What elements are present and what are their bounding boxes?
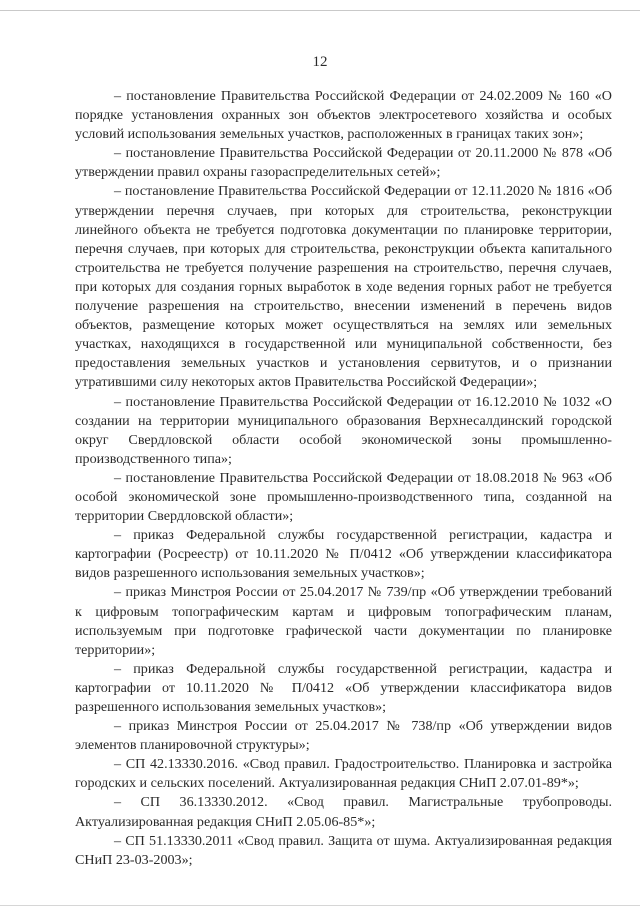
list-item: – СП 42.13330.2016. «Свод правил. Градостроительство. Планировка и застройка городских и сельских поселений. Актуализированная редакция СНиП 2.07.01-89*»; <box>75 756 612 792</box>
list-item: – СП 36.13330.2012. «Свод правил. Магистральные трубопроводы. Актуализированная редакция СНиП 2.05.06-85*»; <box>75 794 612 830</box>
list-item: – постановление Правительства Российской Федерации от 24.02.2009 № 160 «О порядке установления охранных зон объектов электросетевого хозяйства и особых условий использования земельных участков, расположенных в границах таких зон»; <box>75 88 612 143</box>
list-item: – постановление Правительства Российской Федерации от 16.12.2010 № 1032 «О создании на территории муниципального образования Верхнесалдинский городской округ Свердловской области особой экономической зоны промышленно-производственного типа»; <box>75 393 612 467</box>
page-number: 12 <box>312 54 328 70</box>
list-item: – приказ Федеральной службы государственной регистрации, кадастра и картографии (Росреестр) от 10.11.2020 № П/0412 «Об утверждении классификатора видов разрешенного использования земельных участков»; <box>75 527 612 582</box>
list-item: – приказ Минстроя России от 25.04.2017 № 739/пр «Об утверждении требований к цифровым топографическим картам и цифровым топографическим планам, используемым при подготовке графической части документации по планировке территории»; <box>75 584 612 658</box>
list-item: – постановление Правительства Российской Федерации от 12.11.2020 № 1816 «Об утверждении перечня случаев, при которых для строительства, реконструкции линейного объекта не требуется подготовка документации по планировке территории, перечня случаев, при которых для строительства, реконструкции объекта капитального строительства не требуется получение разрешения на строительство, перечня случаев, при которых для создания горных выработок в ходе ведения горных работ не требуется получение разрешения на строительство, внесении изменений в перечень видов объектов, размещение которых может осуществляться на землях или земельных участках, находящихся в государственной или муниципальной собственности, без предоставления земельных участков и установления сервитутов, и о признании утратившими силу некоторых актов Правительства Российской Федерации»; <box>75 183 612 391</box>
list-item: – приказ Федеральной службы государственной регистрации, кадастра и картографии от 10.11.2020 № П/0412 «Об утверждении классификатора видов разрешенного использования земельных участков»; <box>75 660 612 715</box>
document-body <box>75 87 612 870</box>
list-item: – приказ Минстроя России от 25.04.2017 № 738/пр «Об утверждении видов элементов планировочной структуры»; <box>75 718 612 754</box>
top-scan-edge <box>0 10 640 11</box>
list-item: – постановление Правительства Российской Федерации от 20.11.2000 № 878 «Об утверждении правил охраны газораспределительных сетей»; <box>75 145 612 181</box>
list-item: – постановление Правительства Российской Федерации от 18.08.2018 № 963 «Об особой экономической зоне промышленно-производственного типа, созданной на территории Свердловской области»; <box>75 469 612 525</box>
list-item: – СП 51.13330.2011 «Свод правил. Защита от шума. Актуализированная редакция СНиП 23-03-2003»; <box>75 832 612 868</box>
bottom-scan-edge <box>0 905 640 906</box>
